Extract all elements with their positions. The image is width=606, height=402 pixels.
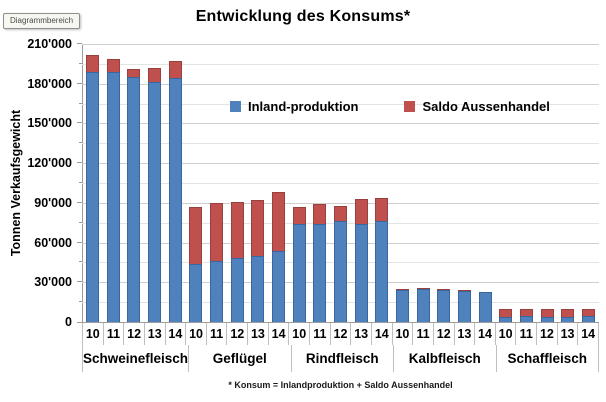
x-year-label: 14: [578, 323, 599, 345]
bar-inland-produktion[interactable]: [169, 78, 182, 322]
bar-inland-produktion[interactable]: [86, 72, 99, 322]
bar-saldo-aussenhandel[interactable]: [437, 289, 450, 290]
y-major-tick: [77, 242, 82, 243]
bar-group-kalbfleisch: [392, 44, 495, 322]
bar-inland-produktion[interactable]: [520, 316, 533, 322]
bar-saldo-aussenhandel[interactable]: [458, 290, 471, 291]
bar-group-schaffleisch: [496, 44, 599, 322]
x-year-label: 12: [331, 323, 352, 345]
bar-inland-produktion[interactable]: [437, 290, 450, 322]
y-tick-label: 150'000: [27, 116, 72, 131]
bar-group-schweinefleisch: [82, 44, 185, 322]
y-minor-tick: [79, 142, 82, 143]
chart-title: Entwicklung des Konsums*: [195, 8, 411, 25]
bar-inland-produktion[interactable]: [127, 77, 140, 322]
bar-inland-produktion[interactable]: [272, 251, 285, 322]
x-year-label: 11: [207, 323, 228, 345]
bar-inland-produktion[interactable]: [499, 317, 512, 322]
x-year-label: 10: [82, 323, 104, 345]
x-category-label-rindfleisch: Rindfleisch: [292, 345, 394, 372]
bar-saldo-aussenhandel[interactable]: [396, 289, 409, 290]
x-category-label-schaffleisch: Schaffleisch: [497, 345, 599, 372]
bar-inland-produktion[interactable]: [375, 221, 388, 322]
x-year-label: 11: [310, 323, 331, 345]
bar-inland-produktion[interactable]: [210, 261, 223, 322]
x-year-label: 13: [145, 323, 166, 345]
bar-saldo-aussenhandel[interactable]: [272, 192, 285, 250]
bar-saldo-aussenhandel[interactable]: [107, 59, 120, 72]
bar-saldo-aussenhandel[interactable]: [499, 309, 512, 316]
x-category-label-geflügel: Geflügel: [189, 345, 291, 372]
y-tick-label: 120'000: [27, 156, 72, 171]
y-tick-label: 180'000: [27, 76, 72, 91]
y-minor-tick: [79, 103, 82, 104]
bar-saldo-aussenhandel[interactable]: [541, 309, 554, 316]
y-tick-label: 30'000: [34, 275, 72, 290]
bar-group-rindfleisch: [289, 44, 392, 322]
y-major-tick: [77, 43, 82, 44]
x-category-label-kalbfleisch: Kalbfleisch: [394, 345, 496, 372]
bar-inland-produktion[interactable]: [189, 264, 202, 322]
bar-saldo-aussenhandel[interactable]: [231, 202, 244, 259]
y-axis-tick-labels: [0, 37, 76, 329]
bar-saldo-aussenhandel[interactable]: [210, 203, 223, 261]
y-major-tick: [77, 202, 82, 203]
bar-group-geflügel: [185, 44, 288, 322]
bar-saldo-aussenhandel[interactable]: [355, 199, 368, 224]
legend-label-inland-produktion: Inland-produktion: [248, 99, 359, 114]
x-year-label: 13: [558, 323, 579, 345]
bar-saldo-aussenhandel[interactable]: [251, 200, 264, 256]
bar-saldo-aussenhandel[interactable]: [375, 198, 388, 222]
bar-saldo-aussenhandel[interactable]: [582, 309, 595, 316]
y-minor-tick: [79, 182, 82, 183]
bar-saldo-aussenhandel[interactable]: [293, 207, 306, 224]
x-year-label: 11: [413, 323, 434, 345]
x-year-label: 13: [351, 323, 372, 345]
x-year-label: 10: [186, 323, 207, 345]
y-minor-tick: [79, 301, 82, 302]
y-tick-label: 0: [65, 315, 72, 329]
y-minor-tick: [79, 63, 82, 64]
y-tick-label: 90'000: [34, 195, 72, 210]
bar-saldo-aussenhandel[interactable]: [417, 288, 430, 289]
y-minor-tick: [79, 222, 82, 223]
bar-inland-produktion[interactable]: [582, 316, 595, 322]
bar-inland-produktion[interactable]: [355, 224, 368, 322]
y-major-tick: [77, 122, 82, 123]
bar-saldo-aussenhandel[interactable]: [86, 55, 99, 72]
x-year-label: 12: [537, 323, 558, 345]
x-year-label: 11: [104, 323, 125, 345]
bar-inland-produktion[interactable]: [561, 317, 574, 322]
y-major-tick: [77, 162, 82, 163]
x-year-label: 12: [124, 323, 145, 345]
bar-saldo-aussenhandel[interactable]: [520, 309, 533, 316]
bar-inland-produktion[interactable]: [417, 289, 430, 322]
bar-saldo-aussenhandel[interactable]: [189, 207, 202, 264]
bar-inland-produktion[interactable]: [334, 221, 347, 322]
bar-saldo-aussenhandel[interactable]: [313, 204, 326, 224]
x-year-label: 12: [434, 323, 455, 345]
x-year-label: 11: [516, 323, 537, 345]
x-axis-category-labels: [82, 345, 599, 372]
bar-inland-produktion[interactable]: [479, 292, 492, 322]
bar-inland-produktion[interactable]: [541, 317, 554, 322]
bar-inland-produktion[interactable]: [148, 82, 161, 322]
y-major-tick: [77, 83, 82, 84]
x-year-label: 10: [393, 323, 414, 345]
y-axis-title: Tonnen Verkaufsgewicht: [9, 109, 23, 257]
x-category-label-schweinefleisch: Schweinefleisch: [82, 345, 189, 372]
x-year-label: 14: [475, 323, 496, 345]
x-year-label: 14: [166, 323, 187, 345]
x-year-label: 12: [227, 323, 248, 345]
x-year-label: 10: [289, 323, 310, 345]
bar-inland-produktion[interactable]: [107, 72, 120, 322]
y-major-tick: [77, 281, 82, 282]
bar-inland-produktion[interactable]: [458, 291, 471, 322]
y-minor-tick: [79, 261, 82, 262]
bar-saldo-aussenhandel[interactable]: [334, 206, 347, 222]
x-year-label: 14: [372, 323, 393, 345]
plot-area[interactable]: [82, 44, 599, 322]
x-axis-year-labels: [82, 323, 599, 345]
chart-area-tooltip: Diagrammbereich: [3, 13, 80, 29]
bar-inland-produktion[interactable]: [313, 224, 326, 322]
bar-saldo-aussenhandel[interactable]: [148, 68, 161, 83]
y-tick-label: 210'000: [27, 37, 72, 51]
y-tick-label: 60'000: [34, 235, 72, 250]
x-year-label: 14: [269, 323, 290, 345]
legend-label-saldo-aussenhandel: Saldo Aussenhandel: [422, 99, 550, 114]
bar-saldo-aussenhandel[interactable]: [127, 69, 140, 77]
bar-saldo-aussenhandel[interactable]: [169, 61, 182, 78]
x-year-label: 10: [496, 323, 517, 345]
bar-inland-produktion[interactable]: [231, 258, 244, 322]
x-year-label: 13: [248, 323, 269, 345]
y-major-tick: [77, 322, 82, 323]
bar-inland-produktion[interactable]: [293, 224, 306, 322]
bar-inland-produktion[interactable]: [251, 256, 264, 322]
bar-inland-produktion[interactable]: [396, 290, 409, 322]
chart-footnote: * Konsum = Inlandproduktion + Saldo Aussenhandel: [228, 380, 453, 390]
bar-saldo-aussenhandel[interactable]: [561, 309, 574, 316]
x-year-label: 13: [455, 323, 476, 345]
